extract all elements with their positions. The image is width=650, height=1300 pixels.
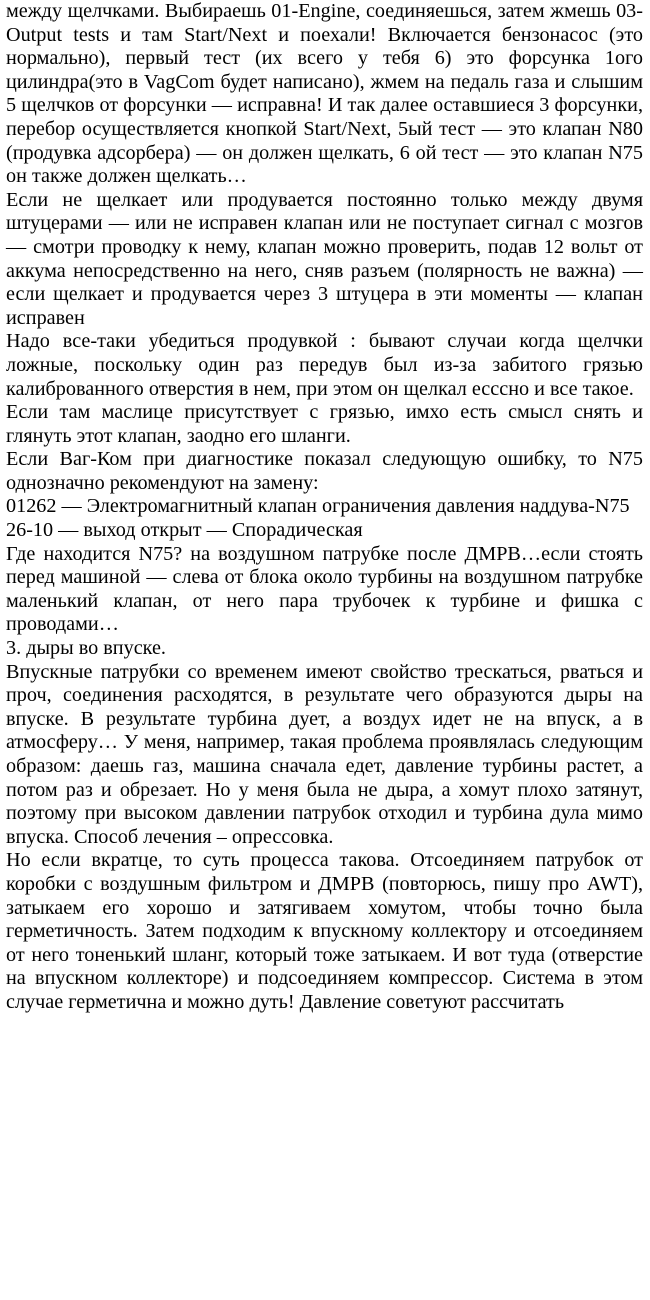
paragraph-oil-dirt: Если там маслице присутствует с грязью, имхо есть смысл снять и глянуть этот клапан, заодно его шланги. <box>6 401 643 447</box>
paragraph-injector-test: между щелчками. Выбираешь 01-Engine, соединяешься, затем жмешь 03-Output tests и там Start/Next и поехали! Включается бензонасос (это нормально), первый тест (их всего у тебя 6) это форсунка 1ого цилиндра(это в VagCom будет написано), жмем на педаль газа и слышим 5 щелчков от форсунки — исправна! И так далее оставшиеся 3 форсунки, перебор осуществляется кнопкой Start/Next, 5ый тест — это клапан N80 (продувка адсорбера) — он должен щелкать, 6 ой тест — это клапан N75 он также должен щелкать… <box>6 0 643 188</box>
paragraph-intake-leaks: Впускные патрубки со временем имеют свойство трескаться, рваться и проч, соединения расходятся, в результате чего образуются дыры на впуске. В результате турбина дует, а воздух идет не на впуск, а в атмосферу… У меня, например, такая проблема проявлялась следующим образом: даешь газ, машина сначала едет, давление турбины растет, а потом раз и обрезает. Но у меня была не дыра, а хомут плохо затянут, поэтому при высоком давлении патрубок отходил и турбина дула мимо впуска. Способ лечения – опрессовка. <box>6 660 643 848</box>
paragraph-n75-location: Где находится N75? на воздушном патрубке после ДМРВ…если стоять перед машиной — слева от блока около турбины на воздушном патрубке маленький клапан, от него пара трубочек к турбине и фишка с проводами… <box>6 542 643 636</box>
paragraph-pressure-test: Но если вкратце, то суть процесса такова. Отсоединяем патрубок от коробки с воздушным фильтром и ДМРВ (повторюсь, пишу про AWT), затыкаем его хорошо и затягиваем хомутом, чтобы точно была герметичность. Затем подходим к впускному коллектору и отсоединяем от него тоненький шланг, который тоже затыкаем. И вот туда (отверстие на впускном коллекторе) и подсоединяем компрессор. Система в этом случае герметична и можно дуть! Давление советуют рассчитать <box>6 849 643 1013</box>
section-heading-intake-leaks: 3. дыры во впуске. <box>6 637 166 660</box>
paragraph-valve-check: Если не щелкает или продувается постоянно только между двумя штуцерами — или не исправен клапан или не поступает сигнал с мозгов — смотри проводку к нему, клапан можно проверить, подав 12 вольт от аккума непосредственно на него, сняв разъем (полярность не важна) — если щелкает и продувается через 3 штуцера в эти моменты — клапан исправен <box>6 188 643 329</box>
paragraph-blowthrough-check: Надо все-таки убедиться продувкой : бывают случаи когда щелчки ложные, поскольку один раз передув был из-за забитого грязью калиброванного отверстия в нем, при этом он щелкал есссно и все такое. <box>6 330 643 400</box>
paragraph-vagcom-error: Если Ваг-Ком при диагностике показал следующую ошибку, то N75 однозначно рекомендуют на замену: <box>6 448 643 494</box>
paragraph-error-status: 26-10 — выход открыт — Спорадическая <box>6 519 363 542</box>
paragraph-error-code: 01262 — Электромагнитный клапан ограничения давления наддува-N75 <box>6 495 630 518</box>
